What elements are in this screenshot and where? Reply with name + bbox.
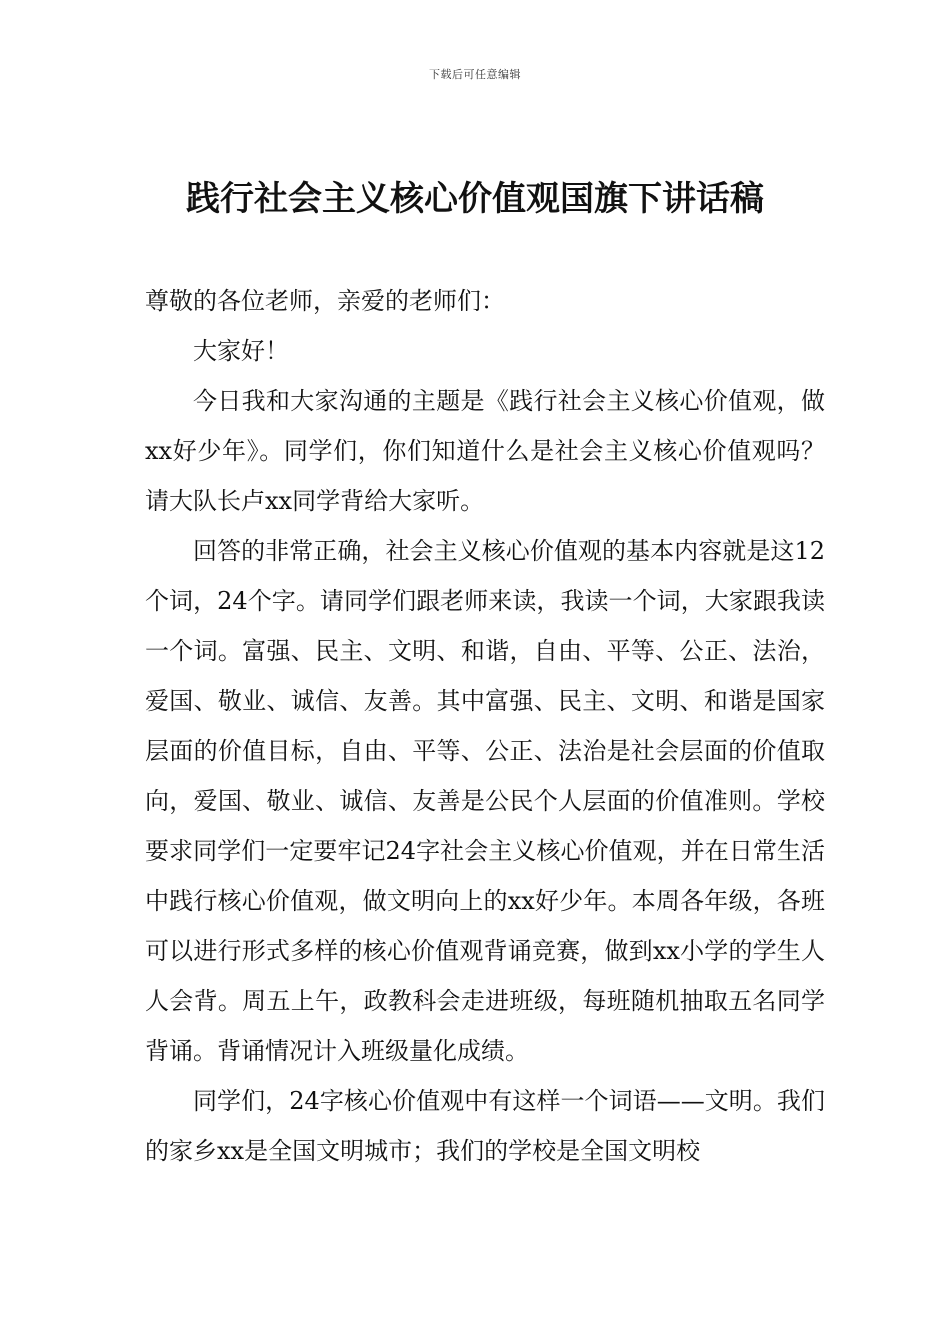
body-paragraph: 今日我和大家沟通的主题是《践行社会主义核心价值观，做xx好少年》。同学们，你们知道什么是社会主义核心价值观吗？请大队长卢xx同学背给大家听。: [145, 387, 825, 515]
document-body: [145, 276, 825, 1176]
greeting-paragraph: 大家好！: [193, 337, 289, 365]
body-paragraph: 同学们，24字核心价值观中有这样一个词语——文明。我们的家乡xx是全国文明城市；我们的学校是全国文明校: [145, 1087, 825, 1165]
salutation-paragraph: 尊敬的各位老师，亲爱的老师们：: [145, 287, 505, 315]
body-paragraph: 回答的非常正确，社会主义核心价值观的基本内容就是这12个词，24个字。请同学们跟老师来读，我读一个词，大家跟我读一个词。富强、民主、文明、和谐，自由、平等、公正、法治，爱国、敬业、诚信、友善。其中富强、民主、文明、和谐是国家层面的价值目标，自由、平等、公正、法治是社会层面的价值取向，爱国、敬业、诚信、友善是公民个人层面的价值准则。学校要求同学们一定要牢记24字社会主义核心价值观，并在日常生活中践行核心价值观，做文明向上的xx好少年。本周各年级，各班可以进行形式多样的核心价值观背诵竞赛，做到xx小学的学生人人会背。周五上午，政教科会走进班级，每班随机抽取五名同学背诵。背诵情况计入班级量化成绩。: [145, 537, 825, 1065]
header-note: 下载后可任意编辑: [429, 68, 521, 81]
document-title: 践行社会主义核心价值观国旗下讲话稿: [186, 179, 764, 219]
